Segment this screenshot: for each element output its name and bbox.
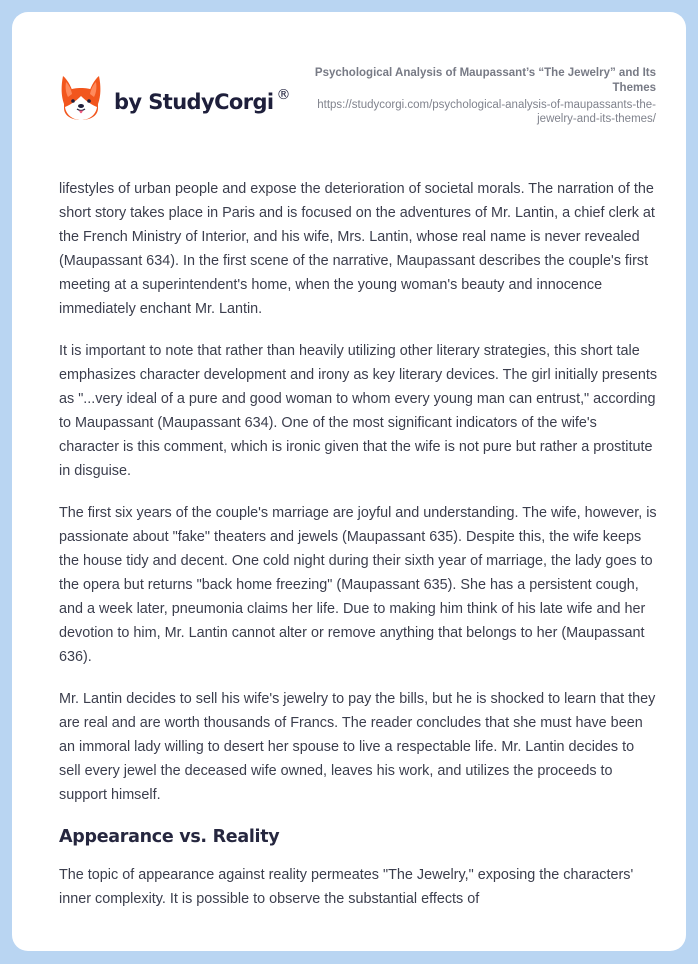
body-paragraph: Mr. Lantin decides to sell his wife's jewelry to pay the bills, but he is shocked to learn that they are real and are worth thousands of Francs. The reader concludes that she must have been an immoral lady willing to desert her spouse to live a respectable life. Mr. Lantin decides to sell every jewel the deceased wife owned, leaves his work, and utilizes the proceeds to support himself. xyxy=(59,691,656,803)
corgi-logo-icon xyxy=(60,74,102,122)
body-paragraph: It is important to note that rather than heavily utilizing other literary strategies, this short tale emphasizes character development and irony as key literary devices. The girl initially presents as "...very ideal of a pure and good woman to whom every young man can entrust," according to Maupassant (Maupassant 634). One of the most significant indicators of the wife's character is this comment, which is ironic given that the wife is not pure but rather a prostitute in disguise. xyxy=(59,343,658,479)
body-paragraph: lifestyles of urban people and expose the deterioration of societal morals. The narration of the short story takes place in Paris and is focused on the adventures of Mr. Lantin, a chief clerk at the French Ministry of Interior, and his wife, Mrs. Lantin, whose real name is never revealed (Maupassant 634). In the first scene of the narrative, Maupassant describes the couple's first meeting at a superintendent's home, when the young woman's beauty and innocence immediately enchant Mr. Lantin. xyxy=(59,181,655,317)
registered-mark: ® xyxy=(276,87,290,103)
body-paragraph: The first six years of the couple's marriage are joyful and understanding. The wife, however, is passionate about "fake" theaters and jewels (Maupassant 635). Despite this, the wife keeps the house tidy and decent. One cold night during their sixth year of marriage, the lady goes to the opera but returns "back home freezing" (Maupassant 635). She has a persistent cough, and a week later, pneumonia claims her life. Due to making him think of his late wife and her devotion to him, Mr. Lantin cannot alter or remove anything that belongs to her (Maupassant 636). xyxy=(59,505,657,665)
logo-text: by StudyCorgi ® xyxy=(114,87,290,114)
section-heading: Appearance vs. Reality xyxy=(59,827,280,847)
document-url[interactable]: https://studycorgi.com/psychological-analysis-of-maupassants-the-jewelry-and-its-themes/ xyxy=(317,99,656,125)
body-paragraph: The topic of appearance against reality permeates "The Jewelry," exposing the characters' inner complexity. It is possible to observe the substantial effects of xyxy=(59,867,634,907)
document-title: Psychological Analysis of Maupassant’s “The Jewelry” and Its Themes xyxy=(314,67,656,94)
studycorgi-logo[interactable] xyxy=(60,74,290,122)
document-header xyxy=(12,12,686,152)
document-body xyxy=(59,177,659,929)
document-card xyxy=(12,12,686,951)
document-meta xyxy=(296,66,656,126)
